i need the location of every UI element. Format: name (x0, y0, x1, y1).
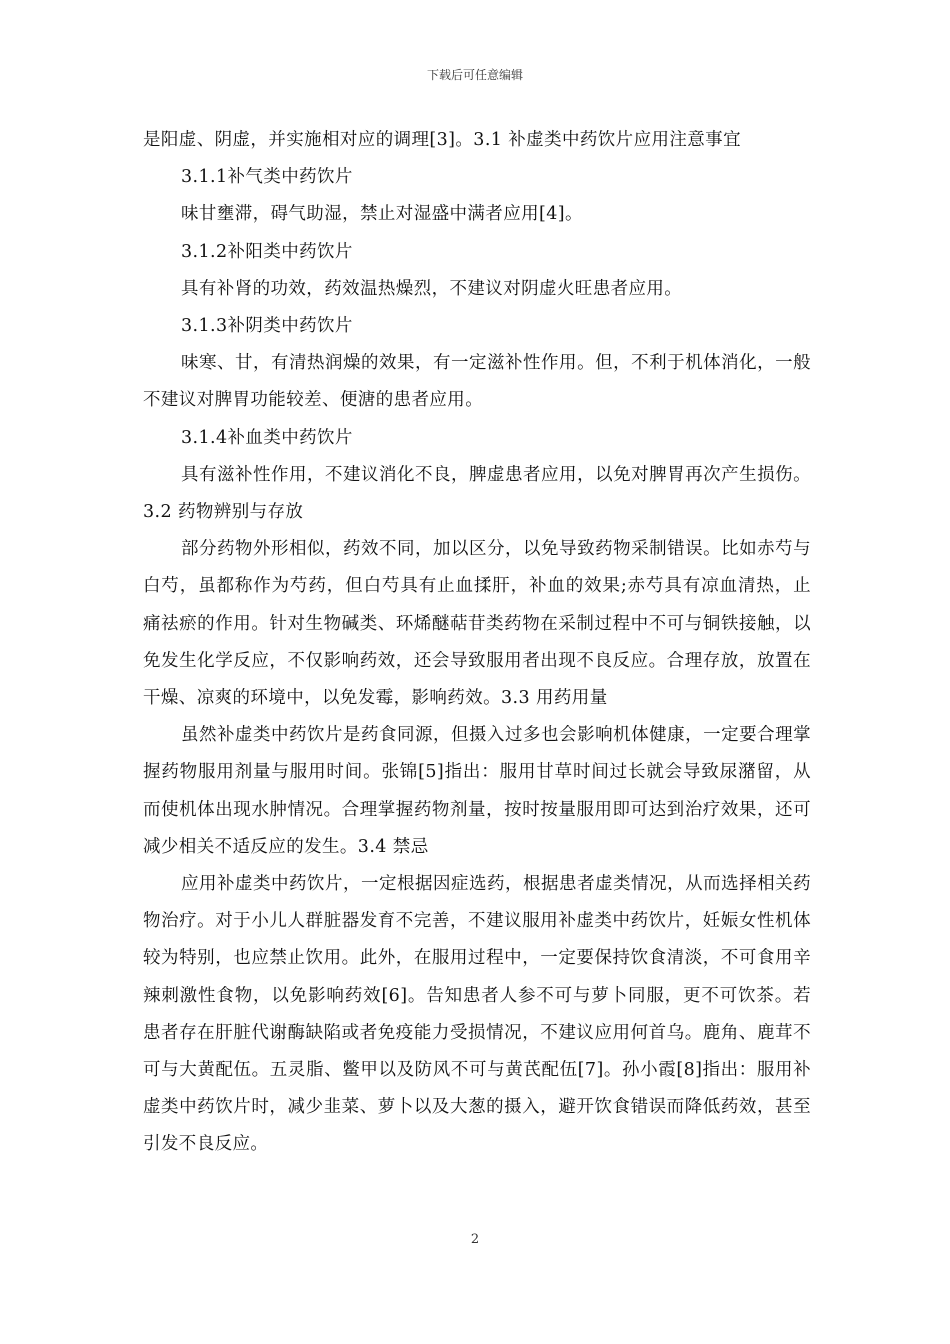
paragraph: 具有补肾的功效，药效温热燥烈，不建议对阴虚火旺患者应用。 (181, 278, 683, 299)
page-header: 下载后可任意编辑 (426, 68, 523, 82)
section-heading: 3.1.4补血类中药饮片 (181, 427, 353, 448)
paragraph: 是阳虚、阴虚，并实施相对应的调理[3]。3.1 补虚类中药饮片应用注意事宜 (143, 130, 741, 150)
page-number: 2 (470, 1232, 480, 1247)
body-text (143, 122, 811, 1164)
paragraph: 应用补虚类中药饮片，一定根据因症选药，根据患者虚类情况，从而选择相关药物治疗。对于小儿人群脏器发育不完善，不建议服用补虚类中药饮片，妊娠女性机体较为特别，也应禁止饮用。此外，在服用过程中，一定要保持饮食清淡，不可食用辛辣刺激性食物，以免影响药效[6]。告知患者人参不可与萝卜同服，更不可饮茶。若患者存在肝脏代谢酶缺陷或者免疫能力受损情况，不建议应用何首乌。鹿角、鹿茸不可与大黄配伍。五灵脂、鳖甲以及防风不可与黄芪配伍[7]。孙小霞[8]指出：服用补虚类中药饮片时，减少韭菜、萝卜以及大葱的摄入，避开饮食错误而降低药效，甚至引发不良反应。 (143, 874, 811, 1155)
section-heading: 3.1.2补阳类中药饮片 (181, 241, 353, 262)
section-heading: 3.1.3补阴类中药饮片 (181, 316, 353, 337)
paragraph: 虽然补虚类中药饮片是药食同源，但摄入过多也会影响机体健康，一定要合理掌握药物服用剂量与服用时间。张锦[5]指出：服用甘草时间过长就会导致尿潴留，从而使机体出现水肿情况。合理掌握药物剂量，按时按量服用即可达到治疗效果，还可减少相关不适反应的发生。3.4 禁忌 (143, 725, 811, 857)
paragraph: 味甘壅滞，碍气助湿，禁止对湿盛中满者应用[4]。 (181, 204, 583, 225)
paragraph: 味寒、甘，有清热润燥的效果，有一定滋补性作用。但，不利于机体消化，一般不建议对脾胃功能较差、便溏的患者应用。 (143, 353, 811, 411)
paragraph: 部分药物外形相似，药效不同，加以区分，以免导致药物采制错误。比如赤芍与白芍，虽都称作为芍药，但白芍具有止血揉肝，补血的效果;赤芍具有凉血清热，止痛祛瘀的作用。针对生物碱类、环烯醚萜苷类药物在采制过程中不可与铜铁接触，以免发生化学反应，不仅影响药效，还会导致服用者出现不良反应。合理存放，放置在干燥、凉爽的环境中，以免发霉，影响药效。3.3 用药用量 (143, 539, 811, 709)
paragraph: 具有滋补性作用，不建议消化不良，脾虚患者应用，以免对脾胃再次产生损伤。3.2 药物辨别与存放 (143, 464, 811, 523)
section-heading: 3.1.1补气类中药饮片 (181, 167, 353, 188)
